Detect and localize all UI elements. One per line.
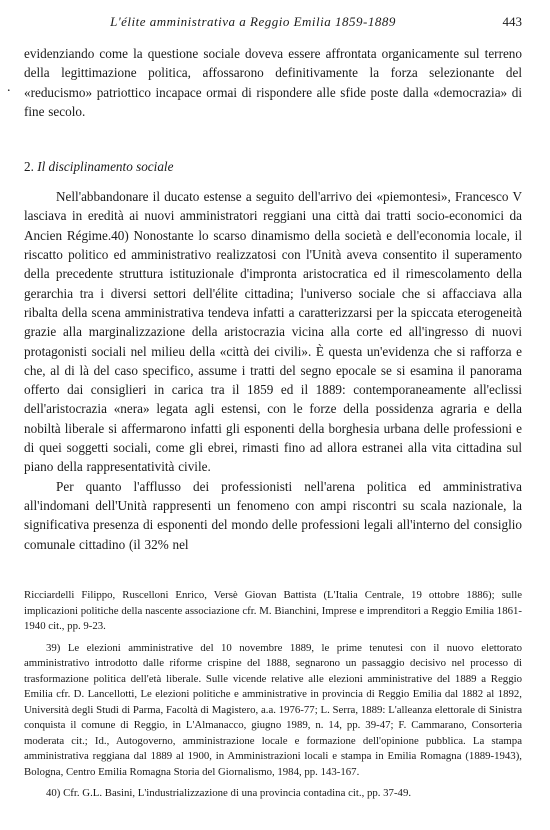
margin-mark: . bbox=[7, 80, 11, 95]
footnotes bbox=[24, 588, 522, 808]
section-title: Il disciplinamento sociale bbox=[37, 159, 174, 175]
paragraph: Nell'abbandonare il ducato estense a seguito dell'arrivo dei «piemontesi», Francesco V lasciava in eredità ai nuovi amministratori reggiani una città dai tratti socio-economici da Ancien Régime.40) Nonostante lo scarso dinamismo della società e dell'economia locale, il riscatto politico ed amministrativo realizzatosi con l'Unità aveva consentito il superamento della precedente struttura istituzionale d'impronta aristocratica ed il rimescolamento della gerarchia tra i diversi settori dell'élite cittadina; l'universo sociale che si affacciava alla ribalta della scena amministrativa tendeva infatti a caratterizzarsi per la spiccata eterogeneità grazie alla marginalizzazione della aristocrazia vicina alla corte ed all'ingresso di nuovi protagonisti sociali nel milieu della «città dei civili». È questa un'evidenza che si rafforza e che, al di là del caso specifico, assume i tratti del segno epocale se si esamina il panorama offerto dai consiglieri in carica tra il 1859 ed il 1889: contemporaneamente all'eclissi dell'aristocrazia «nera» legata agli estensi, con le forze della possidenza agraria e della nobiltà liberale si affermarono infatti gli esponenti della borghesia urbana delle professioni e di quei soggetti sociali, come gli ebrei, rimasti fino ad allora estranei alla vita cittadina sul piano della rappresentatività civile. bbox=[24, 189, 522, 475]
paragraph: Per quanto l'afflusso dei professionisti nell'arena politica ed amministrativa all'indomani dell'Unità rappresenti un fenomeno con ampi riscontri su scala nazionale, la significativa presenza di esponenti del mondo delle professioni legali all'interno del consiglio comunale cittadino (il 32% nel bbox=[24, 478, 522, 552]
footnote: 39) Le elezioni amministrative del 10 novembre 1889, le prime tenutesi con il nuovo elettorato amministrativo introdotto dalle riforme crispine del 1888, segnarono un passaggio decisivo nel processo di trasformazione politica dell'età liberale. Sulle vicende relative alle elezioni amministrative del 1889 a Reggio Emilia cfr. D. Lancellotti, Le elezioni politiche e amministrative in provincia di Reggio Emilia dal 1882 al 1892, Università degli Studi di Parma, Facoltà di Magistero, a.a. 1976-77; L. Serra, 1889: L'alleanza elettorale di Sinistra conquista il comune di Reggio, in L'Almanacco, giugno 1989, n. 14, pp. 39-47; F. Cammarano, Consorteria moderata cit.; Id., Autogoverno, amministrazione locale e formazione dell'opinione pubblica. La stampa amministrativa reggiana dal 1889 al 1900, in Amministrazioni locali e stampa in Emilia Romagna (1889-1943), Bologna, Centro Emilia Romagna Storia del Giornalismo, 1984, pp. 143-167. bbox=[24, 641, 522, 778]
running-head: L'élite amministrativa a Reggio Emilia 1859-1889 bbox=[110, 14, 396, 29]
footnote: Ricciardelli Filippo, Ruscelloni Enrico, Versè Giovan Battista (L'Italia Centrale, 19 ottobre 1886); sulle implicazioni politiche della nascente associazione cfr. M. Bianchini, Imprese e imprenditori a Reggio Emilia 1861-1940 cit., pp. 9-23. bbox=[24, 589, 522, 632]
main-text bbox=[24, 44, 522, 554]
continuation-paragraph: evidenziando come la questione sociale doveva essere affrontata organicamente sul terreno della legittimazione politica, affossarono definitivamente la forza selezionante del «reducismo» patriottico incapace ormai di rispondere alle sfide poste dalla «democrazia» di fine secolo. bbox=[24, 46, 522, 119]
section-number: 2. bbox=[24, 159, 34, 175]
footnote: 40) Cfr. G.L. Basini, L'industrializzazione di una provincia contadina cit., pp. 37-49. bbox=[46, 787, 412, 799]
page-header bbox=[24, 14, 522, 34]
section-heading bbox=[24, 159, 522, 175]
page-number: 443 bbox=[502, 14, 522, 29]
